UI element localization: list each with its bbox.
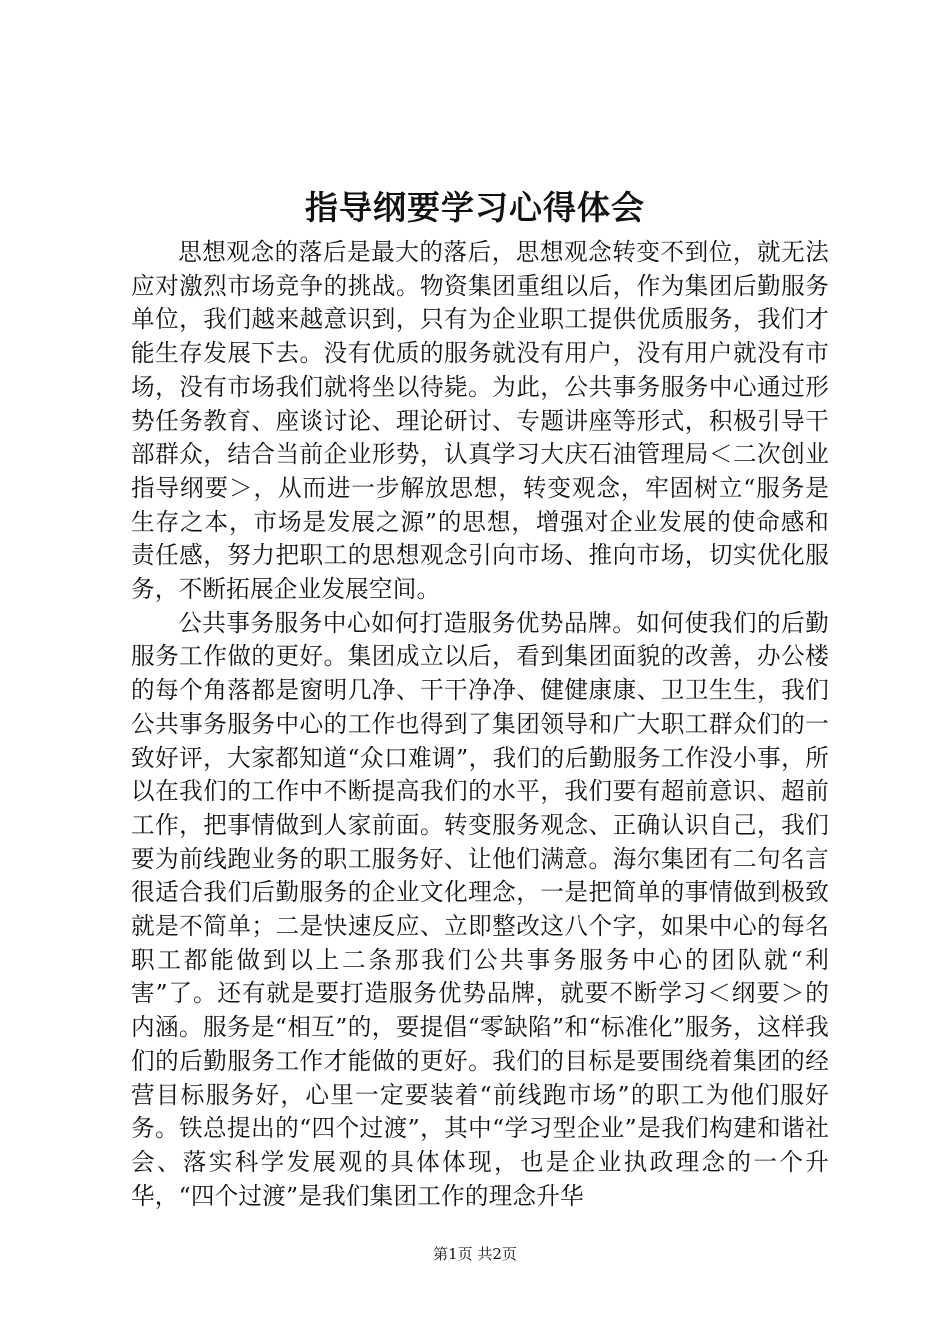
paragraph-2: 公共事务服务中心如何打造服务优势品牌。如何使我们的后勤服务工作做的更好。集团成立以后，看到集团面貌的改善，办公楼的每个角落都是窗明几净、干干净净、健健康康、卫卫生生，我们公共事务服务中心的工作也得到了集团领导和广大职工群众们的一致好评，大家都知道“众口难调”，我们的后勤服务工作没小事，所以在我们的工作中不断提高我们的水平，我们要有超前意识、超前工作，把事情做到人家前面。转变服务观念、正确认识自己，我们要为前线跑业务的职工服务好、让他们满意。海尔集团有二句名言很适合我们后勤服务的企业文化理念，一是把简单的事情做到极致就是不简单；二是快速反应、立即整改这八个字，如果中心的每名职工都能做到以上二条那我们公共事务服务中心的团队就“利害”了。还有就是要打造服务优势品牌，就要不断学习＜纲要＞的内涵。服务是“相互”的，要提倡“零缺陷”和“标准化”服务，这样我们的后勤服务工作才能做的更好。我们的目标是要围绕着集团的经营目标服务好，心里一定要装着“前线跑市场”的职工为他们服好务。铁总提出的“四个过渡”，其中“学习型企业”是我们构建和谐社会、落实科学发展观的具体体现，也是企业执政理念的一个升华，“四个过渡”是我们集团工作的理念升华 bbox=[131, 608, 829, 1210]
page-footer: 第1页 共2页 bbox=[433, 1245, 517, 1263]
document-body bbox=[131, 236, 829, 1213]
paragraph-1: 思想观念的落后是最大的落后，思想观念转变不到位，就无法应对激烈市场竞争的挑战。物资集团重组以后，作为集团后勤服务单位，我们越来越意识到，只有为企业职工提供优质服务，我们才能生存发展下去。没有优质的服务就没有用户，没有用户就没有市场，没有市场我们就将坐以待毙。为此，公共事务服务中心通过形势任务教育、座谈讨论、理论研讨、专题讲座等形式，积极引导干部群众，结合当前企业形势，认真学习大庆石油管理局＜二次创业指导纲要＞，从而进一步解放思想，转变观念，牢固树立“服务是生存之本，市场是发展之源”的思想，增强对企业发展的使命感和责任感，努力把职工的思想观念引向市场、推向市场，切实优化服务，不断拓展企业发展空间。 bbox=[131, 238, 829, 604]
document-title: 指导纲要学习心得体会 bbox=[305, 188, 645, 227]
